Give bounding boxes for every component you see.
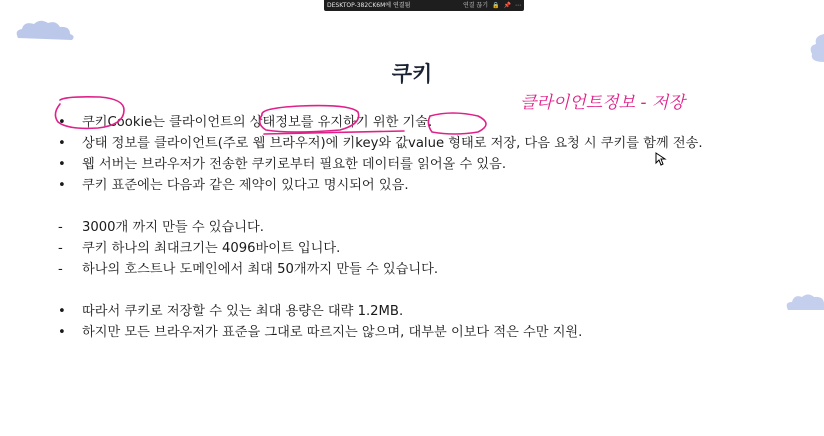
dash-item	[58, 259, 818, 280]
disconnect-button[interactable]: 연결 끊기	[462, 2, 489, 9]
bullet-text: 쿠키Cookie는 클라이언트의 상태정보를 유지하기 위한 기술.	[82, 115, 433, 130]
bullet-item	[58, 322, 818, 343]
dash-item	[58, 217, 818, 238]
dash-text: 하나의 호스트나 도메인에서 최대 50개까지 만들 수 있습니다.	[82, 262, 439, 277]
bullet-marker: •	[58, 178, 66, 193]
bullet-marker: •	[58, 136, 66, 151]
dash-text: 3000개 까지 만들 수 있습니다.	[82, 220, 264, 235]
dash-item	[58, 238, 818, 259]
bullet-item	[58, 301, 818, 322]
bullet-item	[58, 133, 818, 154]
handwritten-note: 클라이언트정보 - 저장	[520, 93, 685, 113]
dash-marker: -	[58, 241, 63, 256]
dash-marker: -	[58, 220, 63, 235]
bullet-marker: •	[58, 304, 66, 319]
remote-host-label: DESKTOP-382CK6M에 연결됨	[327, 2, 411, 9]
dash-text: 쿠키 하나의 최대크기는 4096바이트 입니다.	[82, 241, 341, 256]
bullet-text: 따라서 쿠키로 저장할 수 있는 최대 용량은 대략 1.2MB.	[82, 304, 404, 319]
mouse-cursor-icon	[655, 152, 667, 166]
dash-marker: -	[58, 262, 63, 277]
bullet-item	[58, 112, 818, 133]
bullet-text: 상태 정보를 클라이언트(주로 웹 브라우저)에 키key와 값value 형태로 저장, 다음 요청 시 쿠키를 함께 전송.	[82, 136, 703, 151]
remote-connection-bar	[324, 0, 524, 11]
bullet-item	[58, 154, 818, 175]
slide-body	[58, 112, 818, 343]
bullet-marker: •	[58, 325, 66, 340]
cloud-top-left-icon	[12, 18, 78, 44]
bullet-text: 하지만 모든 브라우저가 표준을 그대로 따르지는 않으며, 대부분 이보다 적은 수만 지원.	[82, 325, 583, 340]
slide-title: 쿠키	[391, 62, 433, 86]
bullet-marker: •	[58, 157, 66, 172]
bullet-text: 웹 서버는 브라우저가 전송한 쿠키로부터 필요한 데이터를 읽어올 수 있음.	[82, 157, 507, 172]
bullet-marker: •	[58, 115, 66, 130]
more-icon[interactable]: ⋯	[515, 2, 521, 9]
pin-icon[interactable]: 📌	[503, 2, 511, 9]
bullet-text: 쿠키 표준에는 다음과 같은 제약이 있다고 명시되어 있음.	[82, 178, 409, 193]
lock-icon[interactable]: 🔒	[492, 2, 500, 9]
bullet-item	[58, 175, 818, 196]
